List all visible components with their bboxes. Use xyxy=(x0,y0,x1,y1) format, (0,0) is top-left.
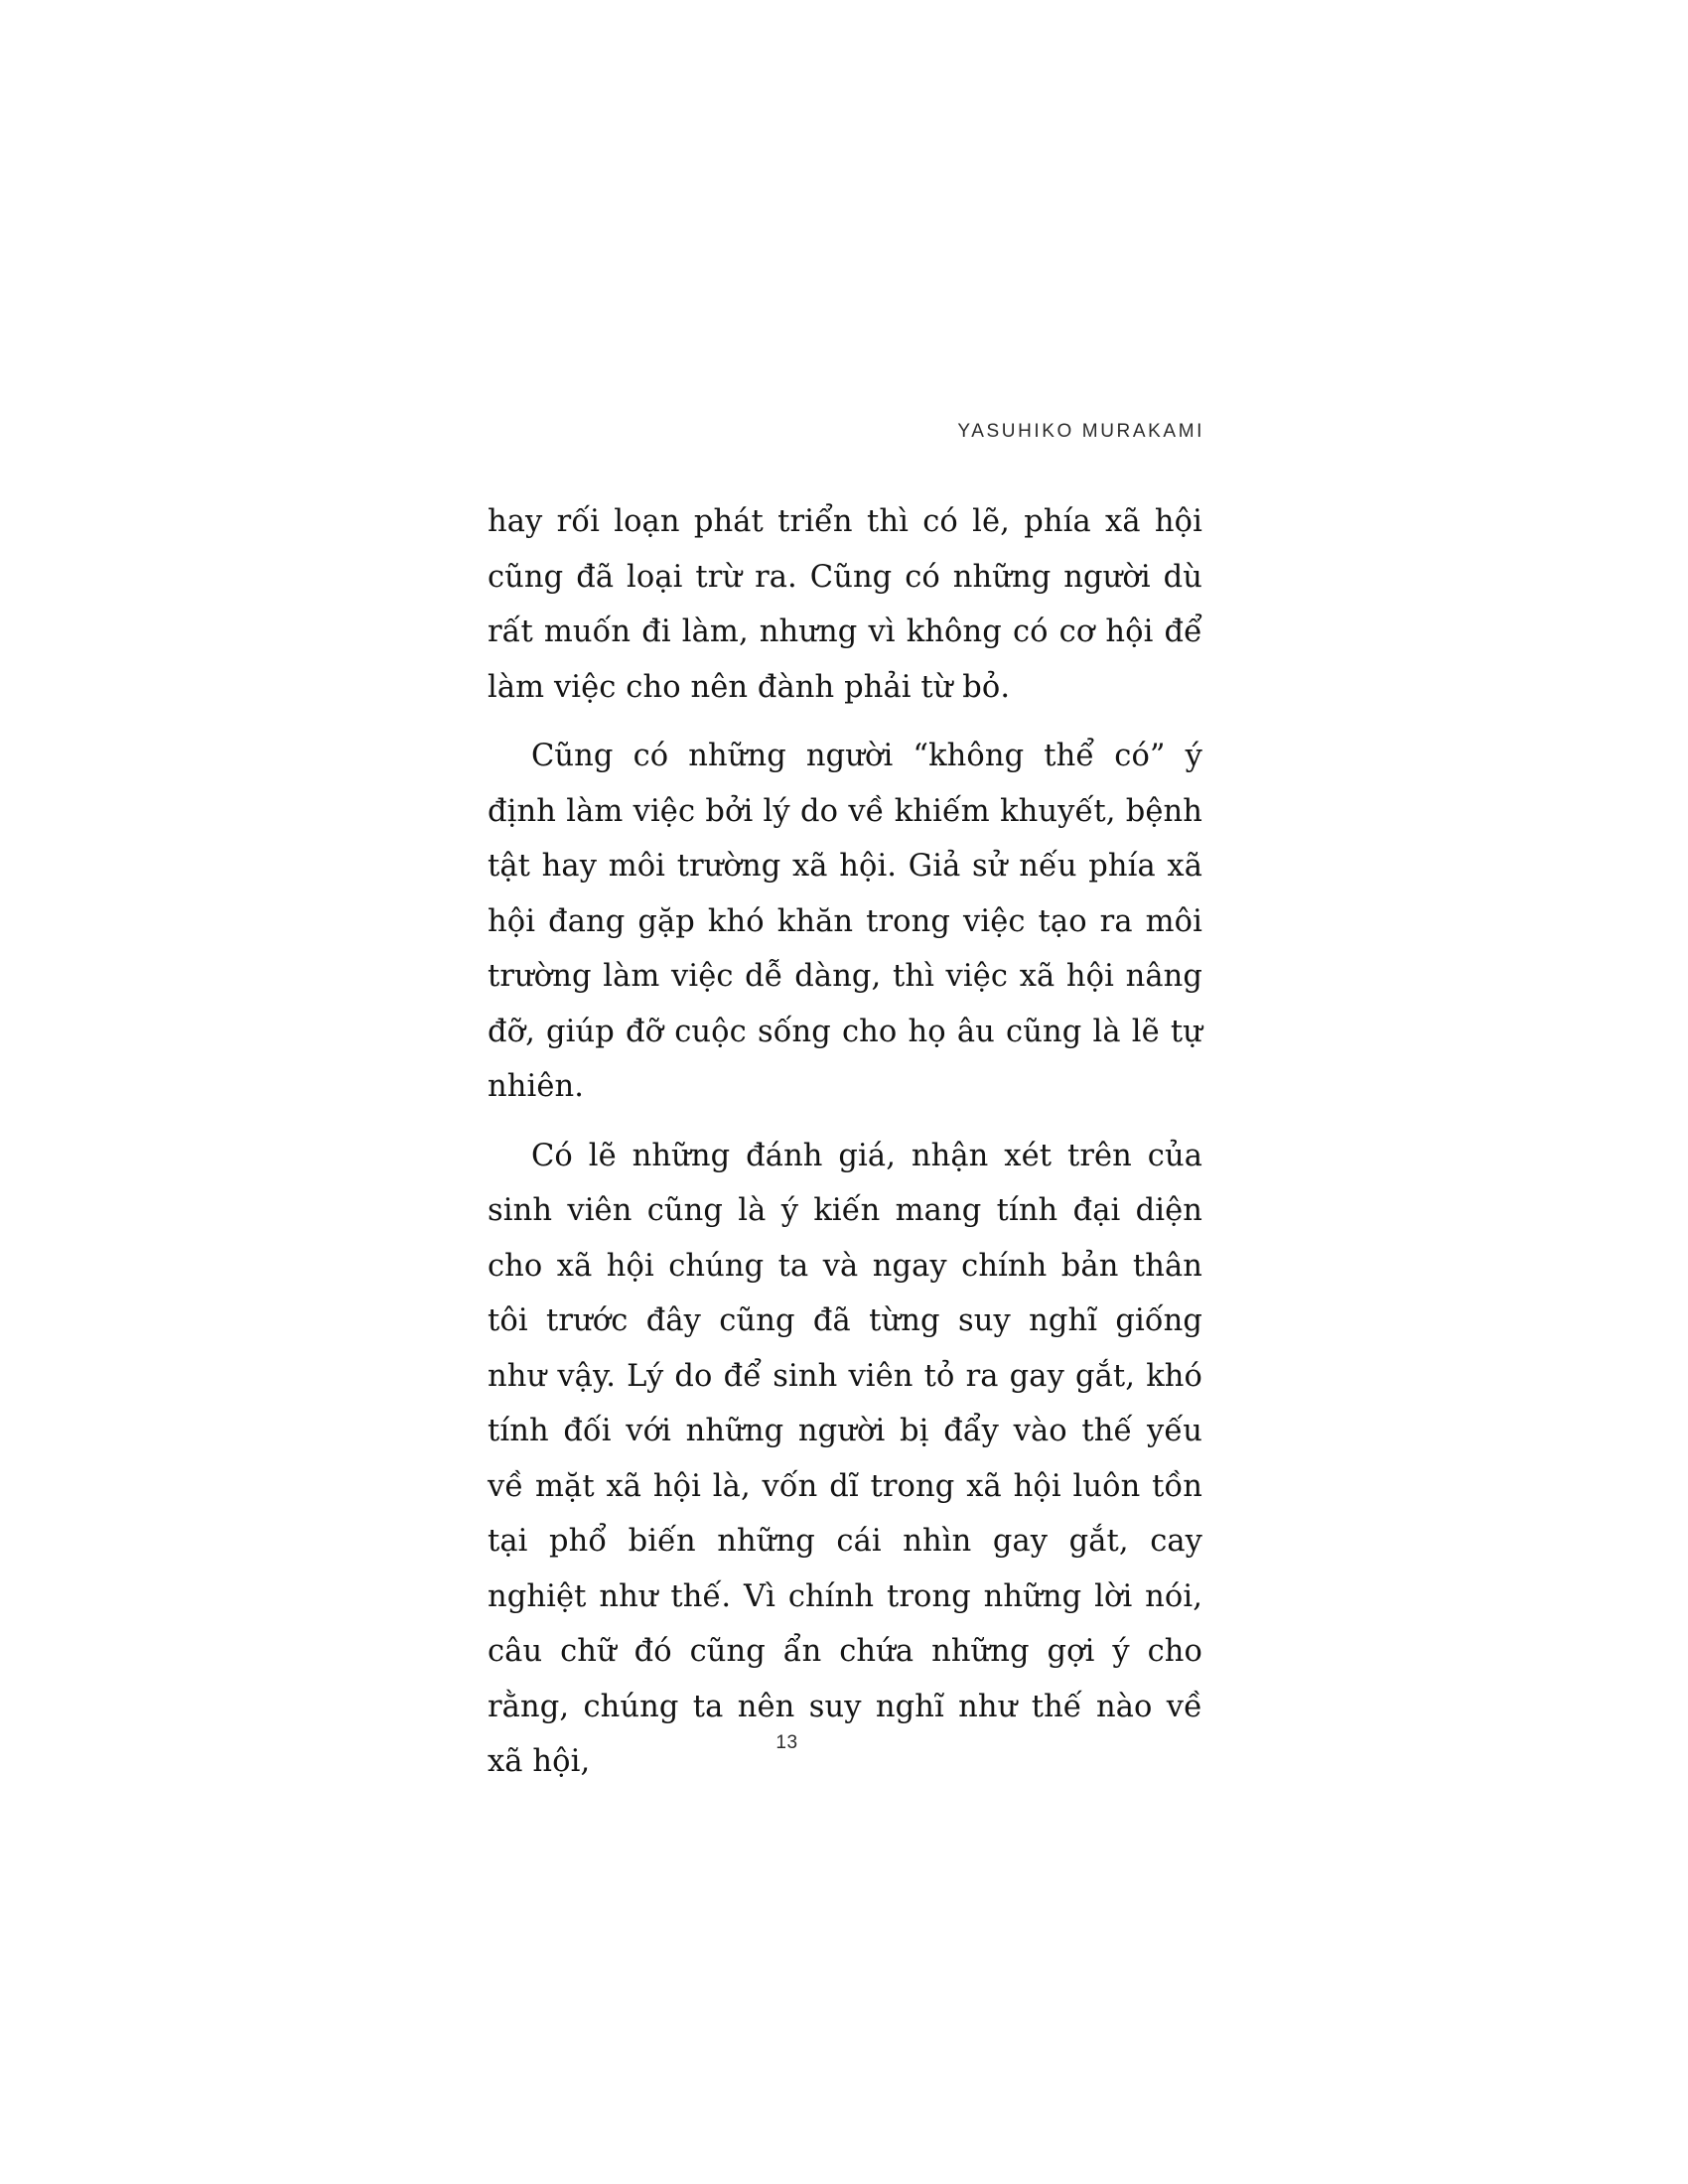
page-number: 13 xyxy=(775,1732,798,1753)
paragraph: Cũng có những người “không thể có” ý định làm việc bởi lý do về khiếm khuyết, bệnh tật hay môi trường xã hội. Giả sử nếu phía xã hội đang gặp khó khăn trong việc tạo ra môi trường làm việc dễ dàng, thì việc xã hội nâng đỡ, giúp đỡ cuộc sống cho họ âu cũng là lẽ tự nhiên. xyxy=(488,739,1202,1104)
paragraph: hay rối loạn phát triển thì có lẽ, phía xã hội cũng đã loại trừ ra. Cũng có những người dù rất muốn đi làm, nhưng vì không có cơ hội để làm việc cho nên đành phải từ bỏ. xyxy=(488,504,1202,705)
body-text-column xyxy=(488,494,1202,1804)
paragraph: Có lẽ những đánh giá, nhận xét trên của sinh viên cũng là ý kiến mang tính đại diện cho xã hội chúng ta và ngay chính bản thân tôi trước đây cũng đã từng suy nghĩ giống như vậy. Lý do để sinh viên tỏ ra gay gắt, khó tính đối với những người bị đẩy vào thế yếu về mặt xã hội là, vốn dĩ trong xã hội luôn tồn tại phổ biến những cái nhìn gay gắt, cay nghiệt như thế. Vì chính trong những lời nói, câu chữ đó cũng ẩn chứa những gợi ý cho rằng, chúng ta nên suy nghĩ như thế nào về xã hội, xyxy=(488,1138,1202,1779)
running-head: YASUHIKO MURAKAMI xyxy=(957,421,1204,442)
